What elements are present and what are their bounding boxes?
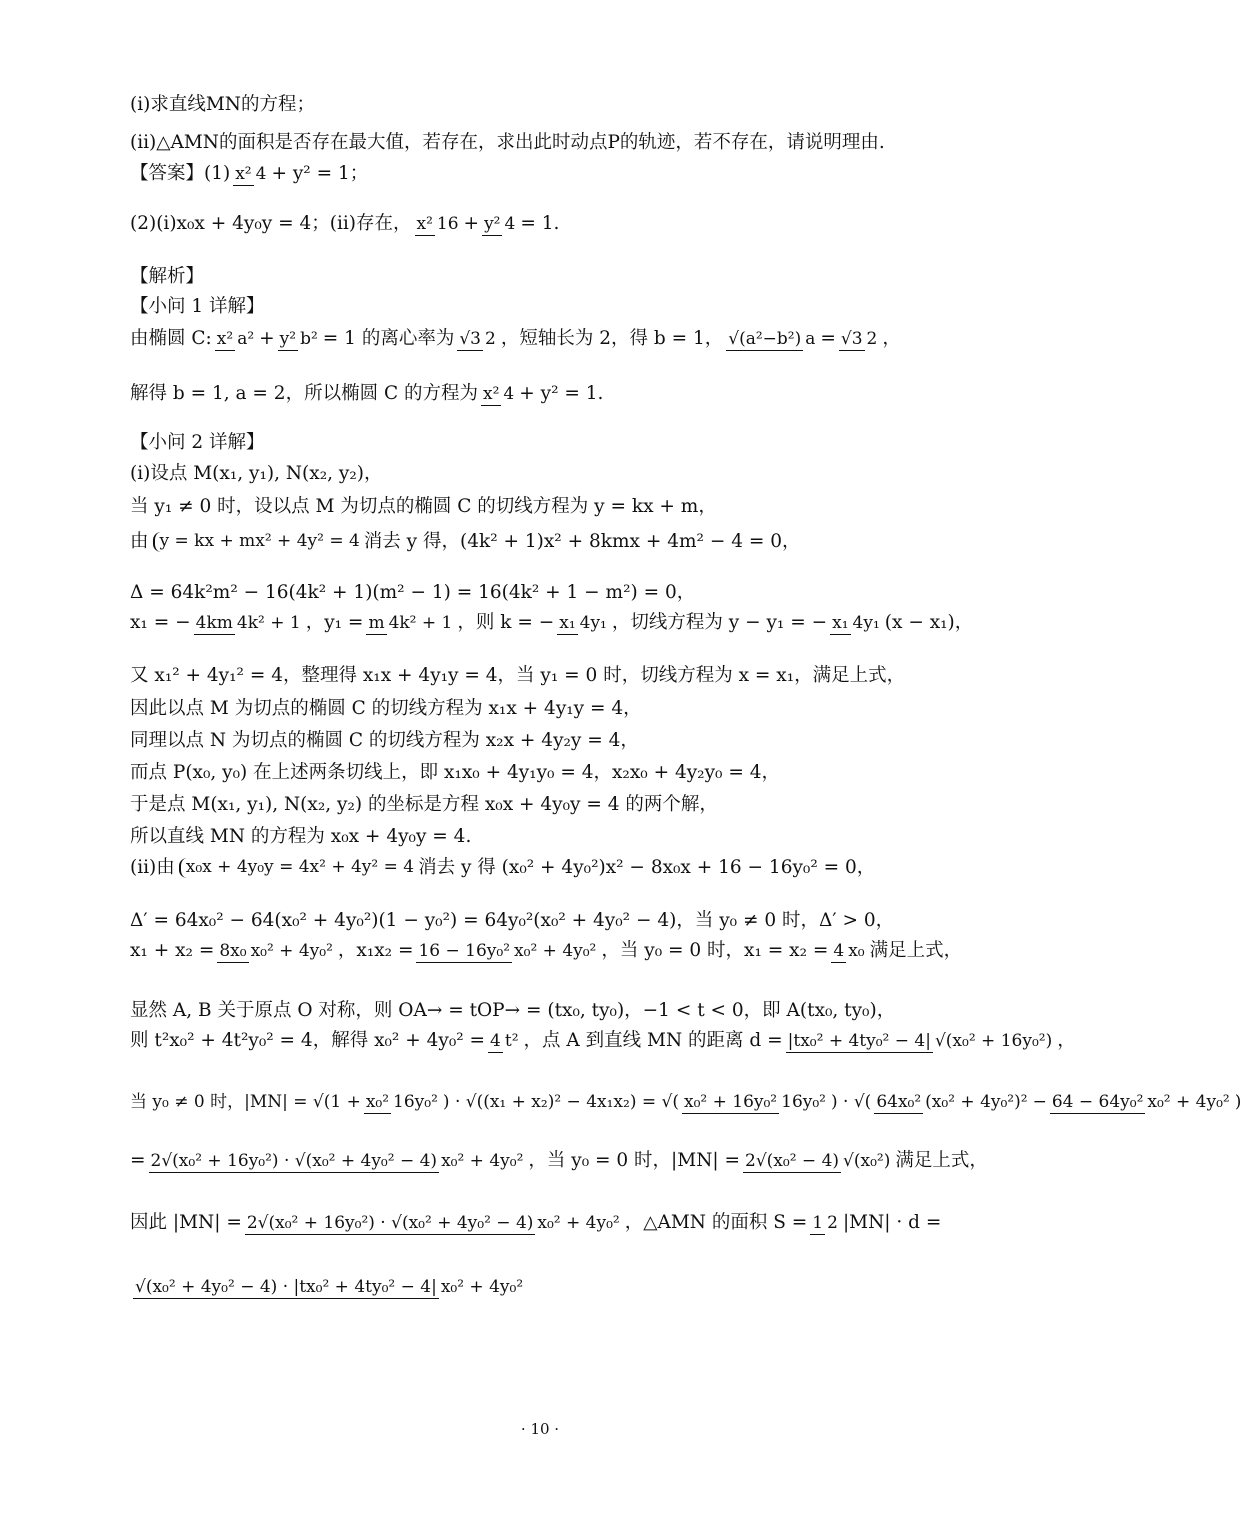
fraction xyxy=(149,1152,526,1171)
numerator: √3 xyxy=(459,329,481,349)
numerator: 2√(x₀² − 4) xyxy=(745,1151,840,1171)
solution-line-26 xyxy=(130,1092,1241,1113)
numerator: √3 xyxy=(840,329,863,349)
solution-line-29 xyxy=(130,1278,960,1297)
numerator: 1 xyxy=(812,1213,824,1233)
numerator: x₀² xyxy=(365,1092,390,1112)
fraction xyxy=(831,942,866,961)
text: |MN| · d = xyxy=(842,1212,942,1234)
text: 由 xyxy=(130,530,149,552)
text: = 1 的离心率为 xyxy=(322,328,455,350)
fraction xyxy=(810,1214,840,1233)
text: ，点 A 到直线 MN 的距离 d = xyxy=(523,1030,783,1052)
fraction xyxy=(416,942,598,961)
equation: x₀x + 4y₀y = 4 xyxy=(185,857,310,877)
text: (ⅱ)△AMN的面积是否存在最大值，若存在，求出此时动点P的轨迹，若不存在，请说明理由. xyxy=(130,132,885,153)
text: 显然 A, B 关于原点 O 对称，则 OA→ = tOP→ = (tx₀, ty₀)，−1 < t < 0，即 A(tx₀, ty₀)， xyxy=(130,1000,896,1021)
solution-line-11 xyxy=(130,498,960,517)
text: ， xyxy=(882,328,901,350)
text: 则 t²x₀² + 4t²y₀² = 4，解得 x₀² + 4y₀² = xyxy=(130,1030,486,1052)
numerator: 2√(x₀² + 16y₀²) · √(x₀² + 4y₀² − 4) xyxy=(150,1151,438,1171)
solution-line-19 xyxy=(130,796,960,815)
solution-line-23 xyxy=(130,940,963,962)
numerator: 64x₀² xyxy=(876,1092,922,1112)
text: Δ = 64k²m² − 16(4k² + 1)(m² − 1) = 16(4k² + 1 − m²) = 0， xyxy=(130,582,696,603)
denominator: a² xyxy=(237,329,255,349)
text: 【小问 2 详解】 xyxy=(130,432,265,453)
text: ) · √( xyxy=(831,1092,872,1113)
subquestion-1-heading xyxy=(130,298,960,317)
numerator: y² xyxy=(484,214,501,234)
text: 【解析】 xyxy=(130,266,205,287)
text: 解得 b = 1, a = 2，所以椭圆 C 的方程为 xyxy=(130,383,478,405)
fraction xyxy=(457,330,497,349)
solution-line-18 xyxy=(130,764,960,783)
fraction xyxy=(233,165,268,184)
fraction xyxy=(415,215,461,234)
text: 而点 P(x₀, y₀) 在上述两条切线上，即 x₁x₀ + 4y₁y₀ = 4，x₂x₀ + 4y₂y₀ = 4， xyxy=(130,762,781,783)
denominator: x₀² + 4y₀² xyxy=(514,941,597,961)
numerator: |tx₀² + 4ty₀² − 4| xyxy=(787,1031,931,1051)
text: 当 y₁ ≠ 0 时，设以点 M 为切点的椭圆 C 的切线方程为 y = kx + m， xyxy=(130,496,717,517)
numerator: x₀² + 16y₀² xyxy=(683,1092,778,1112)
text: (ⅰ)设点 M(x₁, y₁), N(x₂, y₂)， xyxy=(130,463,383,484)
fraction xyxy=(481,385,516,404)
solution-line-17 xyxy=(130,732,960,751)
solution-line-24 xyxy=(130,1002,960,1021)
numerator: √(x₀² + 4y₀² − 4) · |tx₀² + 4ty₀² − 4| xyxy=(135,1277,437,1297)
solution-line-14 xyxy=(130,612,974,634)
denominator: 4y₁ xyxy=(852,613,880,633)
numerator: x₁ xyxy=(832,613,849,633)
denominator: x₀² + 4y₀² xyxy=(1147,1092,1230,1112)
equation: x² + 4y² = 4 xyxy=(255,531,360,551)
fraction xyxy=(194,614,303,633)
solution-line-8 xyxy=(130,385,960,404)
denominator: x₀² + 4y₀² xyxy=(441,1151,524,1171)
text: (2)(ⅰ)x₀x + 4y₀y = 4；(ⅱ)存在， xyxy=(130,213,412,235)
numerator: 16 − 16y₀² xyxy=(418,941,511,961)
answer-line-1 xyxy=(130,165,960,184)
numerator: x² xyxy=(416,214,433,234)
denominator: 4 xyxy=(503,384,515,404)
fraction xyxy=(245,1214,622,1233)
text: (ⅱ)由 xyxy=(130,856,175,878)
text: x₁ = − xyxy=(130,612,191,634)
text: = xyxy=(130,1150,146,1172)
solution-line-25 xyxy=(130,1030,1076,1052)
numerator: 4 xyxy=(833,941,845,961)
denominator: (x₀² + 4y₀²)² xyxy=(925,1092,1028,1112)
equation: x² + 4y² = 4 xyxy=(309,857,415,877)
fraction xyxy=(557,614,609,633)
denominator: √(x₀² + 16y₀²) xyxy=(934,1031,1053,1051)
equation: y = kx + m xyxy=(159,531,256,551)
text: + y² = 1； xyxy=(271,163,369,185)
solution-line-12 xyxy=(130,532,960,552)
text: ，切线方程为 y − y₁ = − xyxy=(611,612,828,634)
solution-line-21 xyxy=(130,858,960,878)
fraction xyxy=(786,1032,1055,1051)
text: ) xyxy=(1234,1092,1241,1113)
numerator: x₁ xyxy=(559,613,576,633)
text: ，y₁ = xyxy=(305,612,364,634)
question-part-i xyxy=(130,96,960,115)
text: 【小问 1 详解】 xyxy=(130,296,265,317)
denominator: x₀ xyxy=(848,941,865,961)
text: ，△AMN 的面积 S = xyxy=(624,1212,808,1234)
solution-line-16 xyxy=(130,700,960,719)
text: + xyxy=(463,213,480,235)
denominator: 16y₀² xyxy=(781,1092,826,1112)
text: ， xyxy=(1057,1030,1076,1052)
page-number: · 10 · xyxy=(520,1420,560,1438)
denominator: 16 xyxy=(436,214,459,234)
numerator: m xyxy=(368,613,385,633)
text: 因此 |MN| = xyxy=(130,1212,242,1234)
text: x₁ + x₂ = xyxy=(130,940,215,962)
text: ，短轴长为 2，得 b = 1， xyxy=(500,328,724,350)
fraction xyxy=(366,614,454,633)
text: 因此以点 M 为切点的椭圆 C 的切线方程为 x₁x + 4y₁y = 4， xyxy=(130,698,642,719)
numerator: √(a²−b²) xyxy=(728,329,802,349)
analysis-heading xyxy=(130,268,960,287)
text: 消去 y 得 (x₀² + 4y₀²)x² − 8x₀x + 16 − 16y₀² = 0， xyxy=(418,856,876,878)
denominator: 4k² + 1 xyxy=(388,613,453,633)
fraction xyxy=(726,330,817,349)
denominator: t² xyxy=(504,1031,519,1051)
denominator: a xyxy=(805,329,816,349)
solution-line-10 xyxy=(130,465,960,484)
solution-line-13 xyxy=(130,584,960,603)
fraction xyxy=(743,1152,892,1171)
text: 满足上式， xyxy=(895,1150,988,1172)
denominator: 4k² + 1 xyxy=(236,613,301,633)
denominator: b² xyxy=(300,329,318,349)
denominator: 4 xyxy=(255,164,267,184)
solution-line-15 xyxy=(130,667,960,686)
fraction xyxy=(682,1093,828,1112)
text: 消去 y 得，(4k² + 1)x² + 8kmx + 4m² − 4 = 0， xyxy=(363,530,801,552)
text: − xyxy=(1032,1092,1047,1113)
denominator: x₀² + 4y₀² xyxy=(250,941,333,961)
text: + xyxy=(259,328,275,350)
numerator: 2√(x₀² + 16y₀²) · √(x₀² + 4y₀² − 4) xyxy=(246,1213,534,1233)
denominator: 2 xyxy=(827,1213,838,1233)
denominator: 4 xyxy=(504,214,516,234)
numerator: 8x₀ xyxy=(219,941,247,961)
text: ，当 y₀ = 0 时，|MN| = xyxy=(528,1150,741,1172)
numerator: y² xyxy=(279,329,297,349)
text: (ⅰ)求直线MN的方程； xyxy=(130,94,315,115)
fraction xyxy=(215,330,256,349)
fraction xyxy=(217,942,335,961)
fraction xyxy=(133,1278,525,1297)
numerator: x² xyxy=(235,164,252,184)
solution-line-20 xyxy=(130,828,960,847)
text: ，则 k = − xyxy=(457,612,555,634)
solution-line-7 xyxy=(130,330,960,349)
equation-system xyxy=(179,858,414,878)
denominator: 4y₁ xyxy=(579,613,607,633)
fraction xyxy=(830,614,882,633)
text: (x − x₁)， xyxy=(884,612,974,634)
text: ，当 y₀ = 0 时，x₁ = x₂ = xyxy=(601,940,829,962)
denominator: x₀² + 4y₀² xyxy=(537,1213,620,1233)
equation-system xyxy=(153,532,360,552)
numerator: 4 xyxy=(490,1031,501,1051)
numerator: x² xyxy=(483,384,500,404)
answer-line-2 xyxy=(130,215,960,234)
numerator: 64 − 64y₀² xyxy=(1051,1092,1144,1112)
denominator: 2 xyxy=(484,329,496,349)
denominator: 2 xyxy=(866,329,878,349)
text: ，x₁x₂ = xyxy=(337,940,414,962)
text: ) · √((x₁ + x₂)² − 4x₁x₂) = √( xyxy=(442,1092,679,1113)
fraction xyxy=(482,215,517,234)
text: 所以直线 MN 的方程为 x₀x + 4y₀y = 4. xyxy=(130,826,472,847)
solution-line-22 xyxy=(130,912,960,931)
text: 【答案】(1) xyxy=(130,163,231,185)
text: + y² = 1. xyxy=(519,383,604,405)
denominator: x₀² + 4y₀² xyxy=(440,1277,524,1297)
text: 当 y₀ ≠ 0 时，|MN| = √(1 + xyxy=(130,1092,361,1113)
numerator: x² xyxy=(216,329,234,349)
text: Δ′ = 64x₀² − 64(x₀² + 4y₀²)(1 − y₀²) = 64y₀²(x₀² + 4y₀² − 4)，当 y₀ ≠ 0 时，Δ′ > 0， xyxy=(130,910,895,931)
fraction xyxy=(874,1093,1029,1112)
subquestion-2-heading xyxy=(130,434,960,453)
text: 满足上式， xyxy=(869,940,963,962)
text: 同理以点 N 为切点的椭圆 C 的切线方程为 x₂x + 4y₂y = 4， xyxy=(130,730,639,751)
text: = 1. xyxy=(520,213,560,235)
denominator: √(x₀²) xyxy=(843,1151,891,1171)
solution-line-28 xyxy=(130,1214,960,1233)
question-part-ii xyxy=(130,134,960,153)
text: 于是点 M(x₁, y₁), N(x₂, y₂) 的坐标是方程 x₀x + 4y₀y = 4 的两个解， xyxy=(130,794,718,815)
solution-line-27 xyxy=(130,1150,988,1172)
denominator: 16y₀² xyxy=(393,1092,438,1112)
numerator: 4km xyxy=(195,613,233,633)
fraction xyxy=(839,330,879,349)
fraction xyxy=(488,1032,520,1051)
fraction xyxy=(364,1093,440,1112)
text: = xyxy=(820,328,836,350)
fraction xyxy=(1050,1093,1232,1112)
text: 又 x₁² + 4y₁² = 4，整理得 x₁x + 4y₁y = 4，当 y₁ = 0 时，切线方程为 x = x₁，满足上式， xyxy=(130,665,906,686)
fraction xyxy=(278,330,320,349)
text: 由椭圆 C: xyxy=(130,328,212,350)
